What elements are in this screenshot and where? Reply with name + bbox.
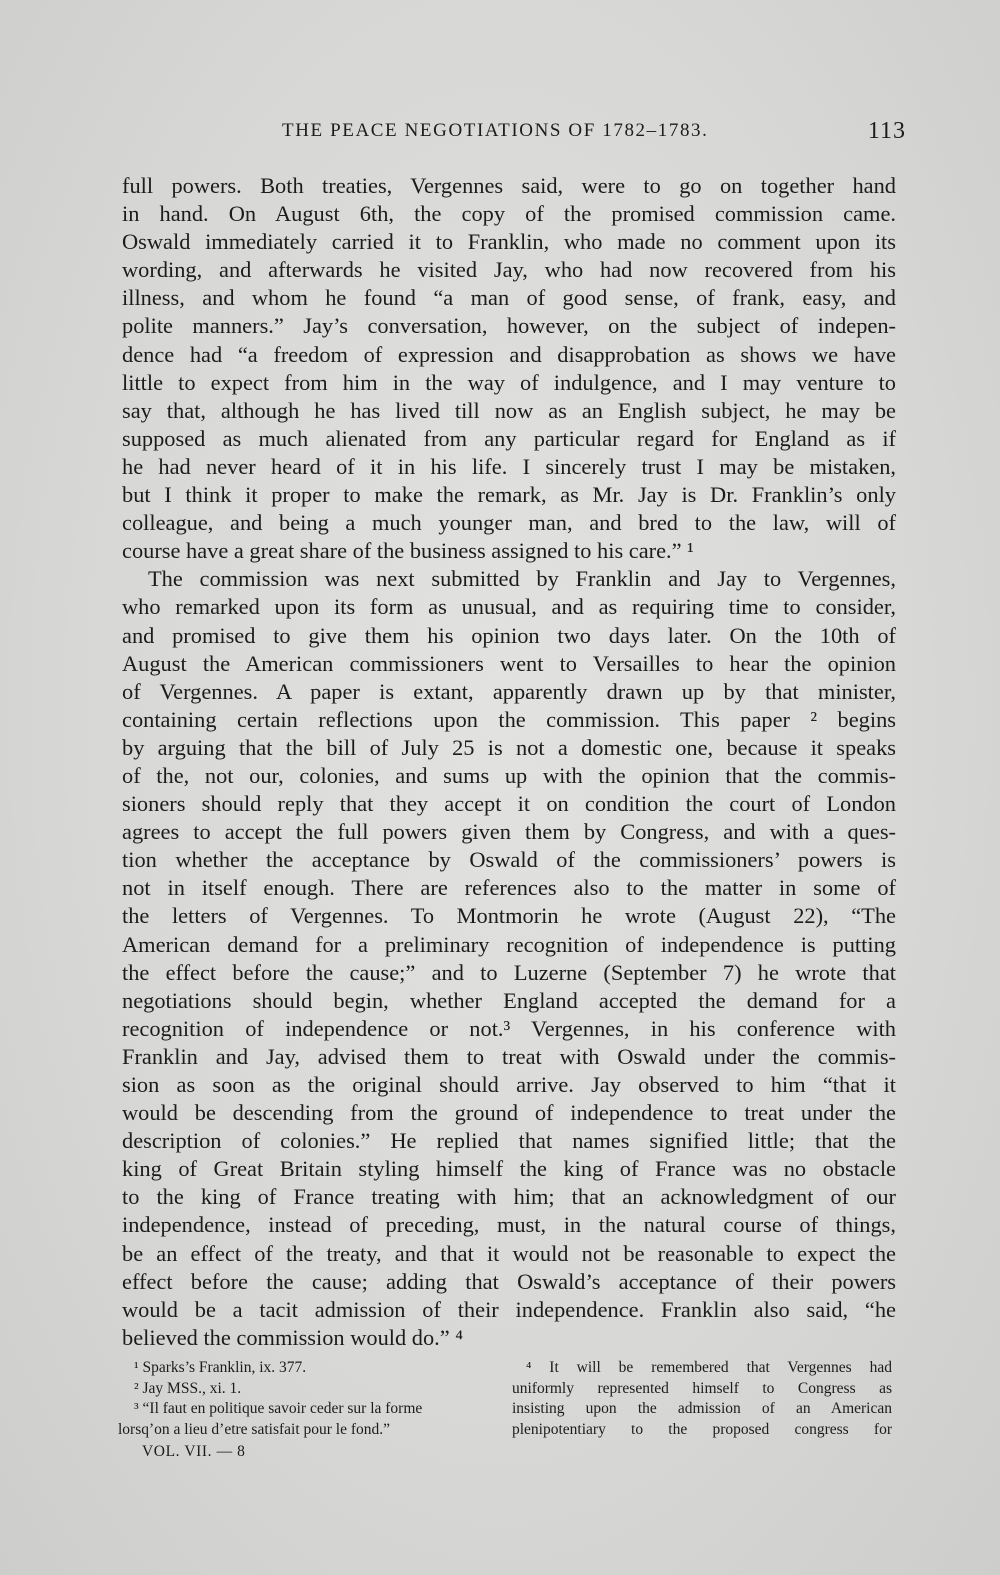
text-line: recognition of independence or not.³ Vergennes, in his conference with — [122, 1015, 896, 1041]
footnotes-left-column — [118, 1358, 498, 1440]
text-line: in hand. On August 6th, the copy of the promised commission came. — [122, 201, 896, 227]
running-head — [122, 118, 906, 154]
text-line: would be a tacit admission of their independence. Franklin also said, “he — [122, 1296, 896, 1322]
footnote-3: ³ “Il faut en politique savoir ceder sur la forme — [134, 1400, 423, 1417]
footnote-1: ¹ Sparks’s Franklin, ix. 377. — [134, 1359, 307, 1376]
text-line: who remarked upon its form as unusual, and as requiring time to consider, — [122, 594, 896, 620]
text-line: full powers. Both treaties, Vergennes said, were to go on together hand — [122, 173, 896, 198]
text-line: sioners should reply that they accept it on condition the court of London — [122, 791, 896, 817]
text-line: would be descending from the ground of independence to treat under the — [122, 1100, 896, 1126]
text-line: king of Great Britain styling himself the king of France was no obstacle — [122, 1156, 896, 1182]
text-line: and promised to give them his opinion two days later. On the 10th of — [122, 622, 896, 648]
text-line: description of colonies.” He replied that names signified little; that the — [122, 1128, 896, 1154]
text-line: illness, and whom he found “a man of good sense, of frank, easy, and — [122, 285, 896, 311]
text-line: the letters of Vergennes. To Montmorin he wrote (August 22), “The — [122, 903, 896, 929]
text-line: The commission was next submitted by Franklin and Jay to Vergennes, — [148, 566, 896, 592]
footnote-4-continued: uniformly represented himself to Congress as — [512, 1379, 892, 1397]
text-line: American demand for a preliminary recognition of independence is putting — [122, 931, 896, 957]
text-line: of Vergennes. A paper is extant, apparently drawn up by that minister, — [122, 678, 896, 704]
text-line: dence had “a freedom of expression and disapprobation as shows we have — [122, 341, 896, 367]
text-line: be an effect of the treaty, and that it would not be reasonable to expect the — [122, 1240, 896, 1266]
footnote-3-continued: lorsq’on a lieu d’etre satisfait pour le fond.” — [118, 1420, 391, 1438]
text-line: by arguing that the bill of July 25 is not a domestic one, because it speaks — [122, 734, 896, 760]
footnote-4-continued: plenipotentiary to the proposed congress for — [512, 1420, 892, 1438]
footnote-4-continued: insisting upon the admission of an American — [512, 1400, 892, 1417]
text-line: sion as soon as the original should arrive. Jay observed to him “that it — [122, 1072, 896, 1097]
text-line: agrees to accept the full powers given them by Congress, and with a ques- — [122, 819, 896, 845]
text-line: course have a great share of the business assigned to his care.” ¹ — [122, 538, 694, 564]
text-line: supposed as much alienated from any particular regard for England as if — [122, 425, 896, 451]
running-head-title: THE PEACE NEGOTIATIONS OF 1782–1783. — [282, 120, 709, 141]
text-line: colleague, and being a much younger man, and bred to the law, will of — [122, 510, 896, 536]
body-text — [122, 172, 896, 1352]
text-line: negotiations should begin, whether England accepted the demand for a — [122, 987, 896, 1013]
signature-mark: VOL. VII. — 8 — [142, 1443, 246, 1460]
text-line: not in itself enough. There are references also to the matter in some of — [122, 875, 896, 901]
text-line: believed the commission would do.” ⁴ — [122, 1324, 464, 1350]
text-line: of the, not our, colonies, and sums up with the opinion that the commis- — [122, 762, 896, 788]
text-line: polite manners.” Jay’s conversation, however, on the subject of indepen- — [122, 313, 896, 339]
page-number: 113 — [867, 118, 906, 144]
text-line: to the king of France treating with him; that an acknowledgment of our — [122, 1184, 896, 1210]
text-line: containing certain reflections upon the commission. This paper ² begins — [122, 706, 896, 732]
text-line: tion whether the acceptance by Oswald of the commissioners’ powers is — [122, 847, 896, 873]
text-line: Oswald immediately carried it to Franklin, who made no comment upon its — [122, 229, 896, 255]
text-line: wording, and afterwards he visited Jay, who had now recovered from his — [122, 257, 896, 283]
text-line: he had never heard of it in his life. I sincerely trust I may be mistaken, — [122, 453, 896, 479]
text-line: effect before the cause; adding that Oswald’s acceptance of their powers — [122, 1268, 896, 1294]
footnotes-right-column — [512, 1358, 892, 1440]
text-line: August the American commissioners went to Versailles to hear the opinion — [122, 650, 896, 676]
text-line: Franklin and Jay, advised them to treat with Oswald under the commis- — [122, 1043, 896, 1069]
text-line: say that, although he has lived till now as an English subject, he may be — [122, 397, 896, 423]
footnote-4: ⁴ It will be remembered that Vergennes had — [526, 1359, 892, 1376]
text-line: but I think it proper to make the remark, as Mr. Jay is Dr. Franklin’s only — [122, 482, 896, 508]
text-line: independence, instead of preceding, must, in the natural course of things, — [122, 1212, 896, 1238]
text-line: the effect before the cause;” and to Luzerne (September 7) he wrote that — [122, 959, 896, 985]
text-line: little to expect from him in the way of indulgence, and I may venture to — [122, 369, 896, 395]
footnote-2: ² Jay MSS., xi. 1. — [134, 1379, 242, 1397]
